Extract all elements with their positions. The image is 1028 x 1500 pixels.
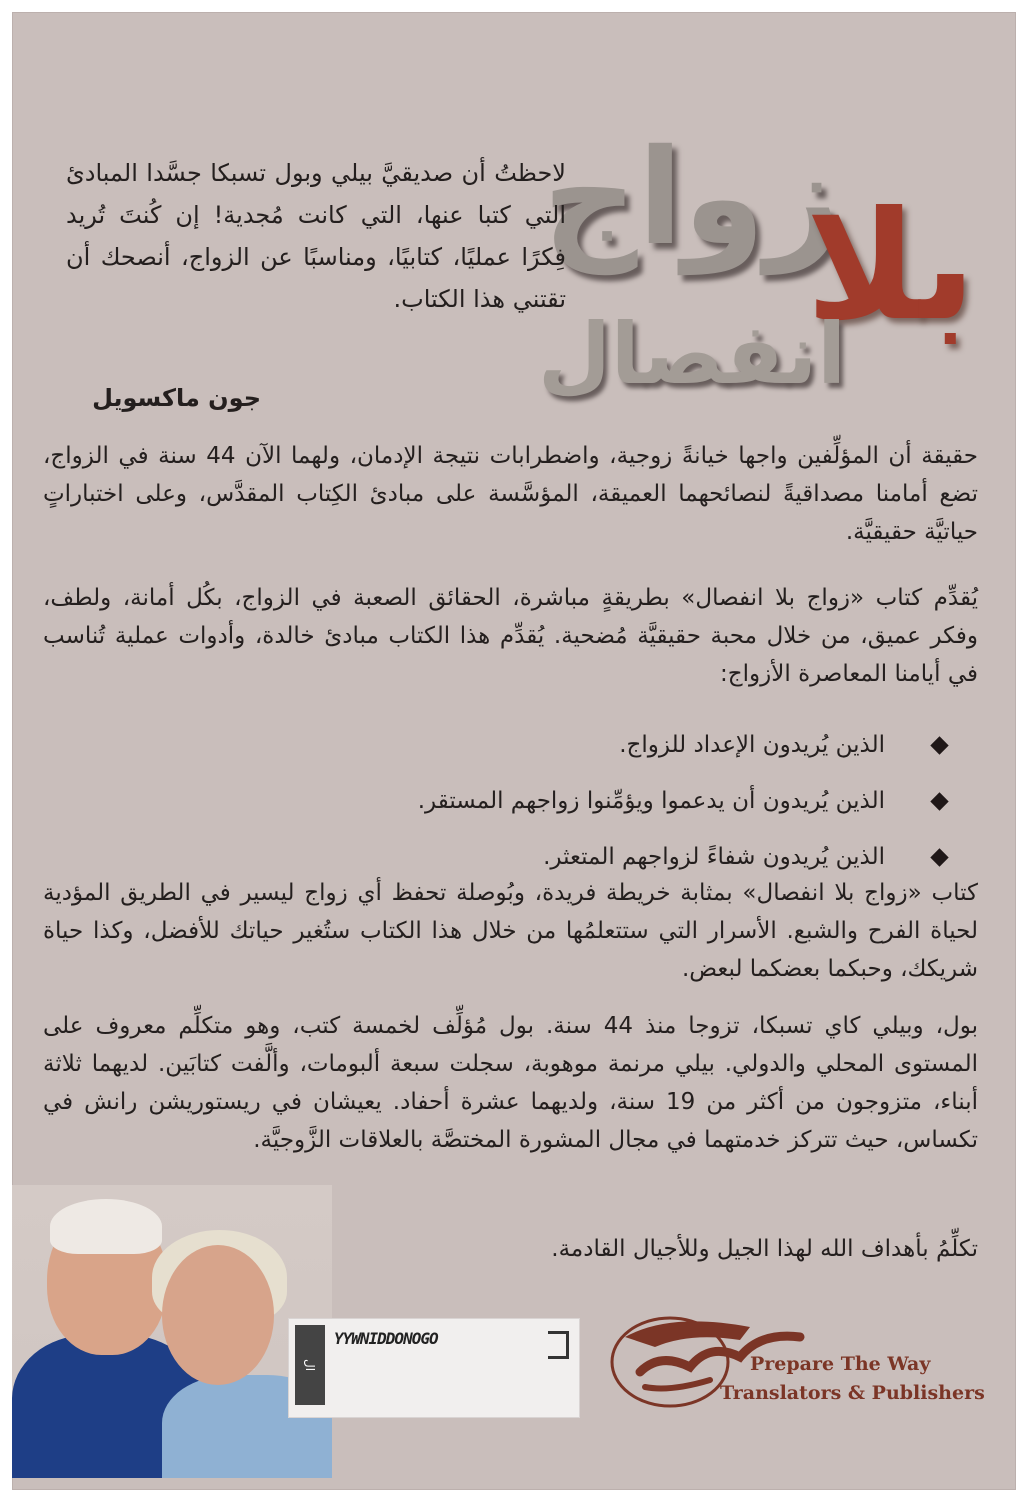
list-item xyxy=(66,773,946,829)
authors-photo xyxy=(12,1185,332,1478)
list-item-text: الذين يُريدون شفاءً لزواجهم المتعثر. xyxy=(543,844,885,870)
publisher-line2: Translators & Publishers xyxy=(720,1382,985,1404)
paragraph-text: يُقدِّم كتاب «زواج بلا انفصال» بطريقةٍ مباشرة، الحقائق الصعبة في الزواج، بكُل أمانة، ولطف، وفكر عميق، من خلال محبة حقيقيَّة مُضحية. يُقدِّم هذا الكتاب مبادئ خالدة، وأدوات عملية تُناسب في أيامنا المعاصرة الأزواج: xyxy=(43,585,978,687)
sticker-tag: ال xyxy=(295,1325,325,1405)
paragraph-book-intro xyxy=(43,579,978,693)
list-item-text: الذين يُريدون أن يدعموا ويؤمِّنوا زواجهم المستقر. xyxy=(417,788,885,814)
man-hair xyxy=(50,1199,162,1254)
endorsement-text: لاحظتُ أن صديقيَّ بيلي وبول تسبكا جسَّدا المبادئ التي كتبا عنها، التي كانت مُجدية! إن كُنتَ تُريد فِكرًا عمليًا، كتابيًا، ومناسبًا عن الزواج، أنصحك أن تقتني هذا الكتاب. xyxy=(66,159,566,313)
paragraph-authors-bio xyxy=(43,1007,978,1159)
paragraph-text: بول، وبيلي كاي تسبكا، تزوجا منذ 44 سنة. بول مُؤلِّف لخمسة كتب، وهو متكلِّم معروف على المستوى المحلي والدولي. بيلي مرنمة موهوبة، سجلت سبعة ألبومات، وألَّفت كتابَين. لديهما ثلاثة أبناء، متزوجون من أكثر من 19 سنة، ولديهما عشرة أحفاد. يعيشان في ريستوريشن رانش في تكساس، حيث تتركز خدمتهما في مجال المشورة المختصَّة بالعلاقات الزَّوجيَّة. xyxy=(43,1013,978,1153)
list-item xyxy=(66,717,946,773)
title-word-zawaj: زواج xyxy=(542,121,841,275)
endorsement-quote xyxy=(66,152,566,320)
endorsement-author: جون ماكسويل xyxy=(92,384,261,412)
diamond-bullet-icon xyxy=(930,792,948,810)
publisher-name xyxy=(720,1350,1000,1408)
paragraph-text: تكلِّمُ بأهداف الله لهذا الجيل وللأجيال القادمة. xyxy=(551,1236,978,1262)
title-word-infisal: انفصال xyxy=(538,305,846,403)
price-sticker xyxy=(288,1318,580,1418)
sticker-code: YYWNIDDONOGO xyxy=(334,1329,438,1348)
woman-face xyxy=(162,1245,274,1385)
paragraph-text: كتاب «زواج بلا انفصال» بمثابة خريطة فريدة، وبُوصلة تحفظ أي زواج ليسير في الطريق المؤدية لحياة الفرح والشبع. الأسرار التي ستتعلمُها من خلال هذا الكتاب ستُغير حياتك للأفضل، وكذا حياة شريكك، وحبكما بعضكما لبعض. xyxy=(43,880,978,982)
diamond-bullet-icon xyxy=(930,736,948,754)
paragraph-book-map xyxy=(43,874,978,988)
list-item-text: الذين يُريدون الإعداد للزواج. xyxy=(619,732,885,758)
title-word-bila: بلا xyxy=(805,180,976,354)
paragraph-authors-credibility xyxy=(43,437,978,551)
sticker-mark-icon xyxy=(548,1331,569,1359)
diamond-bullet-icon xyxy=(930,848,948,866)
audience-list xyxy=(66,717,946,885)
publisher-line1: Prepare The Way xyxy=(750,1353,931,1375)
paragraph-text: حقيقة أن المؤلِّفين واجها خيانةً زوجية، واضطرابات نتيجة الإدمان، ولهما الآن 44 سنة في الزواج، تضع أمامنا مصداقيةً لنصائحهما العميقة، المؤسَّسة على مبادئ الكِتاب المقدَّس، وعلى اختباراتٍ حياتيَّة حقيقيَّة. xyxy=(43,443,978,545)
